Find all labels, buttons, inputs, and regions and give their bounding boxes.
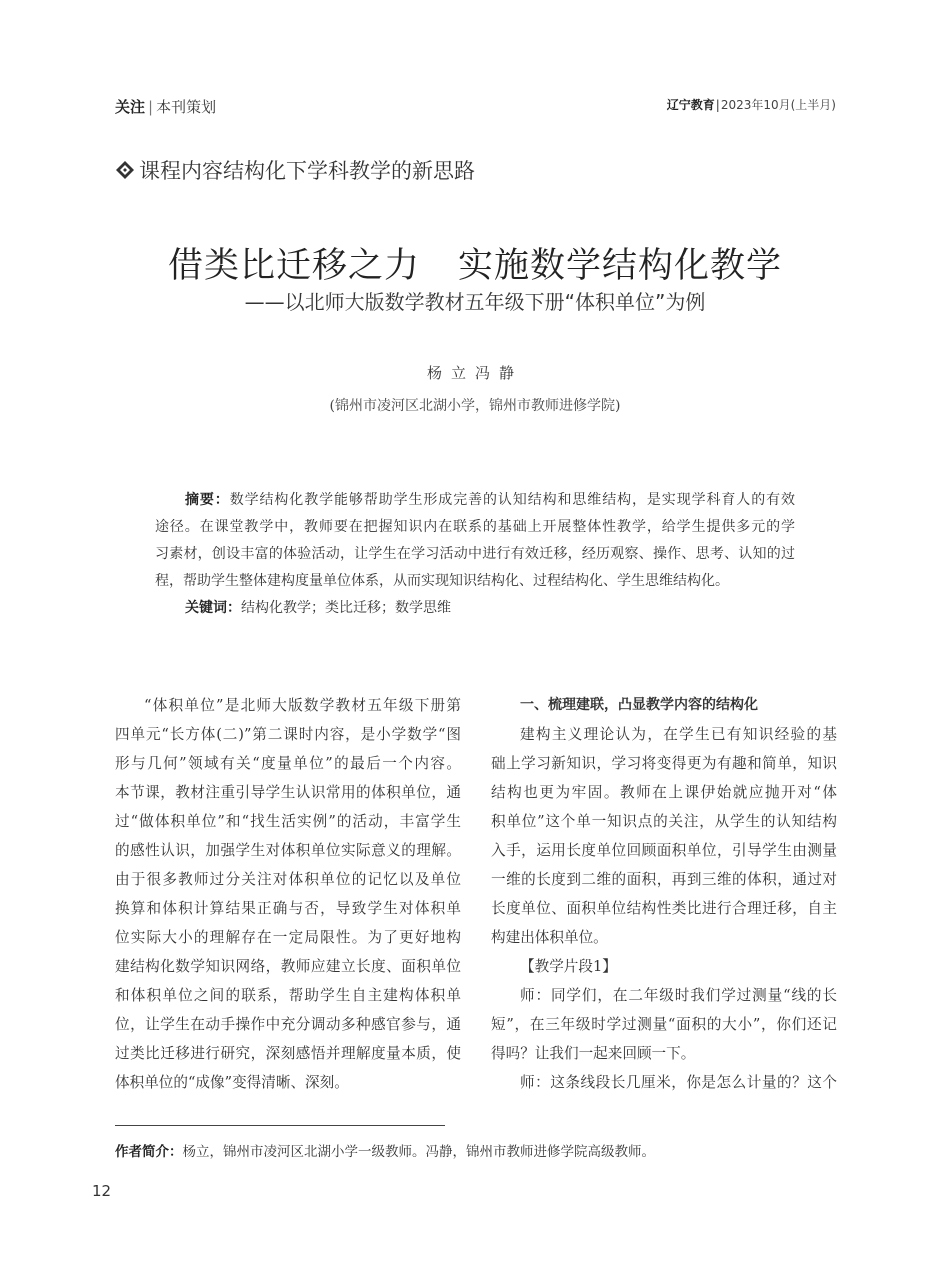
article-title xyxy=(0,238,950,288)
body-line: 结构也更为牢固。教师在上课伊始就应抛开对“体 xyxy=(491,784,837,801)
section-heading: 一、梳理建联，凸显教学内容的结构化 xyxy=(520,697,758,713)
body-line: 建结构化数学知识网络，教师应建立长度、面积单位 xyxy=(115,958,461,975)
issue-header xyxy=(667,96,836,113)
publication-name: 辽宁教育 xyxy=(666,98,715,112)
body-line: 位，让学生在动手操作中充分调动多种感官参与，通 xyxy=(115,1016,461,1033)
page-number: 12 xyxy=(92,1182,112,1200)
body-line: 长度单位、面积单位结构性类比进行合理迁移，自主 xyxy=(491,900,837,917)
dialogue-line: 师：同学们，在二年级时我们学过测量“线的长 xyxy=(520,987,837,1004)
abstract-line: 摘要：数学结构化教学能够帮助学生形成完善的认知结构和思维结构，是实现学科育人的有效 xyxy=(185,492,796,508)
keywords-text: 结构化教学；类比迁移；数学思维 xyxy=(241,600,451,616)
body-line: 四单元“长方体(二)”第二课时内容，是小学数学“图 xyxy=(115,726,461,743)
body-line: 形与几何”领域有关“度量单位”的最后一个内容。 xyxy=(115,755,461,772)
column-name: 本刊策划 xyxy=(156,98,217,116)
body-line: 础上学习新知识，学习将变得更为有趣和简单，知识 xyxy=(491,755,837,772)
body-line: 体积单位的“成像”变得清晰、深刻。 xyxy=(115,1074,349,1091)
title-part-2: 实施数学结构化教学 xyxy=(458,246,783,286)
body-line: “体积单位”是北师大版数学教材五年级下册第 xyxy=(144,697,461,714)
footnote-rule xyxy=(115,1125,445,1126)
body-line: 的感性认识，加强学生对体积单位实际意义的理解。 xyxy=(115,842,461,859)
diamond-ornament-icon xyxy=(115,160,135,180)
body-line: 构建出体积单位。 xyxy=(491,929,608,946)
body-line: 建构主义理论认为，在学生已有知识经验的基 xyxy=(520,726,837,743)
body-line: 入手，运用长度单位回顾面积单位，引导学生由测量 xyxy=(491,842,837,859)
body-line: 由于很多教师过分关注对体积单位的记忆以及单位 xyxy=(115,871,461,888)
dialogue-line: 师：这条线段长几厘米，你是怎么计量的？这个 xyxy=(520,1074,837,1091)
dialogue-line: 短”，在三年级时学过测量“面积的大小”，你们还记 xyxy=(491,1016,837,1033)
body-line: 位实际大小的理解存在一定局限性。为了更好地构 xyxy=(115,929,461,946)
article-subtitle: ——以北师大版数学教材五年级下册“体积单位”为例 xyxy=(244,290,706,314)
affiliation: (锦州市凌河区北湖小学，锦州市教师进修学院) xyxy=(329,398,621,414)
abstract xyxy=(155,487,795,622)
title-part-1: 借类比迁移之力 xyxy=(167,246,420,286)
section-banner xyxy=(115,155,475,185)
body-line: 本节课，教材注重引导学生认识常用的体积单位，通 xyxy=(115,784,461,801)
body-line: 换算和体积计算结果正确与否，导致学生对体积单 xyxy=(115,900,461,917)
column-header xyxy=(115,96,216,117)
footnote-text: 杨立，锦州市凌河区北湖小学一级教师。冯静，锦州市教师进修学院高级教师。 xyxy=(182,1144,655,1160)
body-line: 过类比迁移进行研究，深刻感悟并理解度量本质，使 xyxy=(115,1045,461,1062)
body-line: 一维的长度到二维的面积，再到三维的体积，通过对 xyxy=(491,871,837,888)
authors: 杨立冯静 xyxy=(426,364,523,382)
section-title: 课程内容结构化下学科教学的新思路 xyxy=(139,159,475,183)
abstract-line: 途径。在课堂教学中，教师要在把握知识内在联系的基础上开展整体性教学，给学生提供多元的学 xyxy=(155,519,795,535)
dialogue-line: 得吗？让我们一起来回顾一下。 xyxy=(491,1045,696,1062)
body-line: 过“做体积单位”和“找生活实例”的活动，丰富学生 xyxy=(115,813,461,830)
body-left-column xyxy=(115,691,461,1097)
abstract-label: 摘要： xyxy=(185,492,230,508)
teaching-fragment-label: 【教学片段1】 xyxy=(520,958,617,975)
abstract-line: 习素材，创设丰富的体验活动，让学生在学习活动中进行有效迁移，经历观察、操作、思考、认知的过 xyxy=(155,546,795,562)
body-line: 和体积单位之间的联系，帮助学生自主建构体积单 xyxy=(115,987,461,1004)
issue-separator: | xyxy=(715,98,720,112)
keywords xyxy=(155,595,795,622)
footnote-label: 作者简介： xyxy=(115,1144,183,1160)
body-line: 积单位”这个单一知识点的关注，从学生的认知结构 xyxy=(491,813,837,830)
column-separator: | xyxy=(148,98,154,116)
abstract-line: 程，帮助学生整体建构度量单位体系，从而实现知识结构化、过程结构化、学生思维结构化。 xyxy=(155,573,729,589)
column-label: 关注 xyxy=(115,98,146,116)
issue-date: 2023年10月(上半月) xyxy=(720,98,836,112)
keywords-label: 关键词： xyxy=(185,600,241,616)
body-right-column xyxy=(491,691,837,1097)
author-footnote xyxy=(115,1140,655,1160)
